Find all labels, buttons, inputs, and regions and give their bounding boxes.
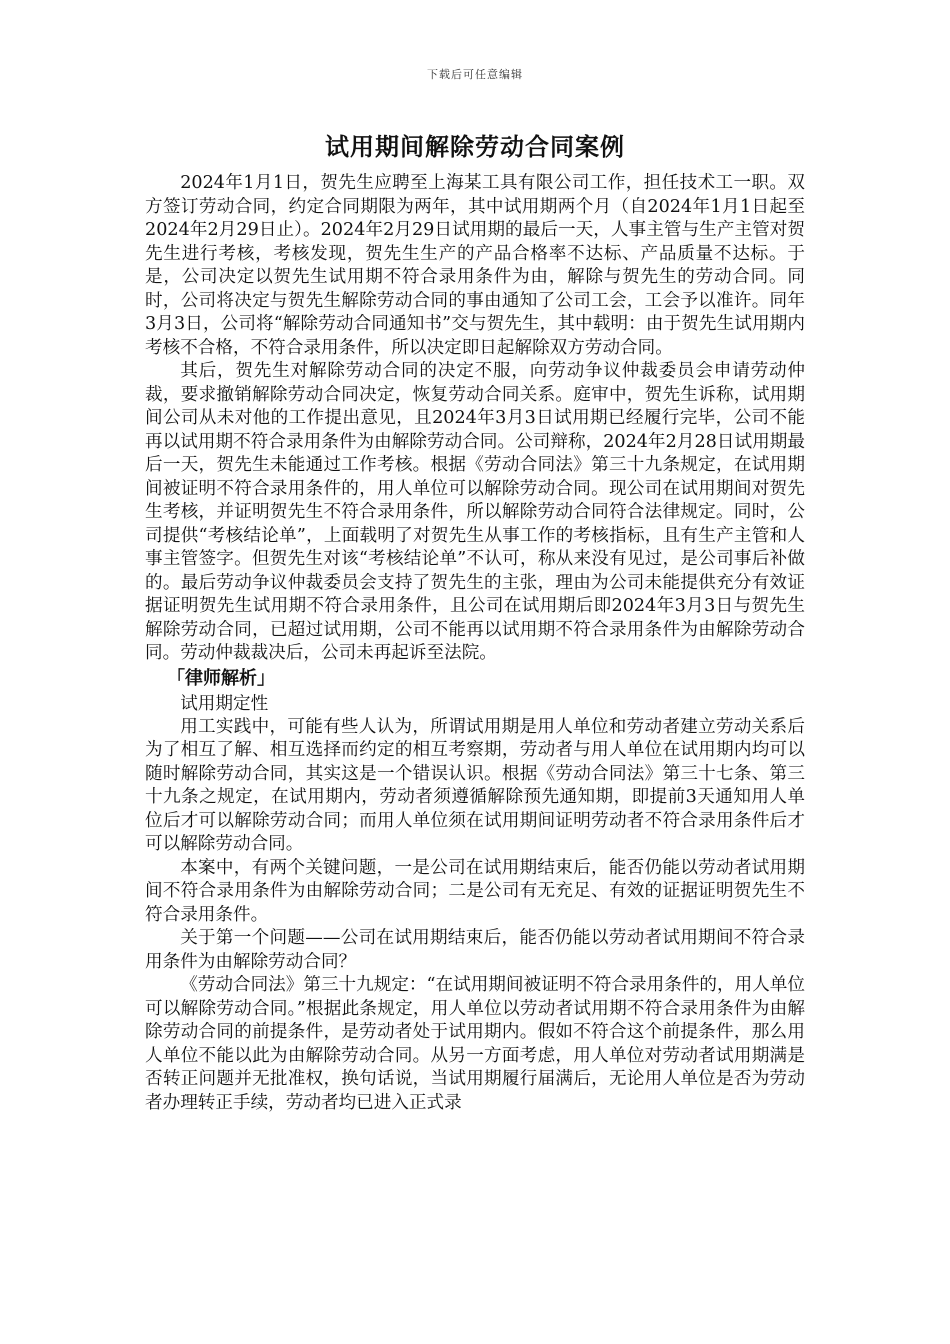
- analysis-paragraph-4: 《劳动合同法》第三十九规定：“在试用期间被证明不符合录用条件的，用人单位可以解除劳动合同。”根据此条规定，用人单位以劳动者试用期不符合录用条件为由解除劳动合同的前提条件，是劳动者处于试用期内。假如不符合这个前提条件，那么用人单位不能以此为由解除劳动合同。从另一方面考虑，用人单位对劳动者试用期满是否转正问题并无批准权，换句话说，当试用期履行届满后，无论用人单位是否为劳动者办理转正手续，劳动者均已进入正式录: [145, 975, 805, 1113]
- document-body: [145, 128, 805, 1115]
- case-paragraph-1: 2024年1月1日，贺先生应聘至上海某工具有限公司工作，担任技术工一职。双方签订劳动合同，约定合同期限为两年，其中试用期两个月（自2024年1月1日起至2024年2月29日止）。2024年2月29日试用期的最后一天，人事主管与生产主管对贺先生进行考核，考核发现，贺先生生产的产品合格率不达标、产品质量不达标。于是，公司决定以贺先生试用期不符合录用条件为由，解除与贺先生的劳动合同。同时，公司将决定与贺先生解除劳动合同的事由通知了公司工会，工会予以准许。同年3月3日，公司将“解除劳动合同通知书”交与贺先生，其中载明：由于贺先生试用期内考核不合格，不符合录用条件，所以决定即日起解除双方劳动合同。: [145, 173, 805, 358]
- case-paragraph-2: 其后，贺先生对解除劳动合同的决定不服，向劳动争议仲裁委员会申请劳动仲裁，要求撤销解除劳动合同决定，恢复劳动合同关系。庭审中，贺先生诉称，试用期间公司从未对他的工作提出意见，且2024年3月3日试用期已经履行完毕，公司不能再以试用期不符合录用条件为由解除劳动合同。公司辩称，2024年2月28日试用期最后一天，贺先生未能通过工作考核。根据《劳动合同法》第三十九条规定，在试用期间被证明不符合录用条件的，用人单位可以解除劳动合同。现公司在试用期间对贺先生考核，并证明贺先生不符合录用条件，所以解除劳动合同符合法律规定。同时，公司提供“考核结论单”，上面载明了对贺先生从事工作的考核指标，且有生产主管和人事主管签字。但贺先生对该“考核结论单”不认可，称从来没有见过，是公司事后补做的。最后劳动争议仲裁委员会支持了贺先生的主张，理由为公司未能提供充分有效证据证明贺先生试用期不符合录用条件，且公司在试用期后即2024年3月3日与贺先生解除劳动合同，已超过试用期，公司不能再以试用期不符合录用条件为由解除劳动合同。劳动仲裁裁决后，公司未再起诉至法院。: [145, 361, 805, 663]
- probation-nature-subheading: 试用期定性: [180, 693, 269, 714]
- analysis-paragraph-2: 本案中，有两个关键问题，一是公司在试用期结束后，能否仍能以劳动者试用期间不符合录用条件为由解除劳动合同；二是公司有无充足、有效的证据证明贺先生不符合录用条件。: [145, 857, 805, 925]
- lawyer-analysis-heading: 「律师解析」: [167, 667, 275, 689]
- analysis-paragraph-3: 关于第一个问题——公司在试用期结束后，能否仍能以劳动者试用期间不符合录用条件为由解除劳动合同？: [145, 928, 805, 972]
- document-title: 试用期间解除劳动合同案例: [325, 133, 625, 161]
- page-header-note: 下载后可任意编辑: [427, 68, 523, 81]
- analysis-paragraph-1: 用工实践中，可能有些人认为，所谓试用期是用人单位和劳动者建立劳动关系后为了相互了解、相互选择而约定的相互考察期，劳动者与用人单位在试用期内均可以随时解除劳动合同，其实这是一个错误认识。根据《劳动合同法》第三十七条、第三十九条之规定，在试用期内，劳动者须遵循解除预先通知期，即提前3天通知用人单位后才可以解除劳动合同；而用人单位须在试用期间证明劳动者不符合录用条件后才可以解除劳动合同。: [145, 716, 805, 854]
